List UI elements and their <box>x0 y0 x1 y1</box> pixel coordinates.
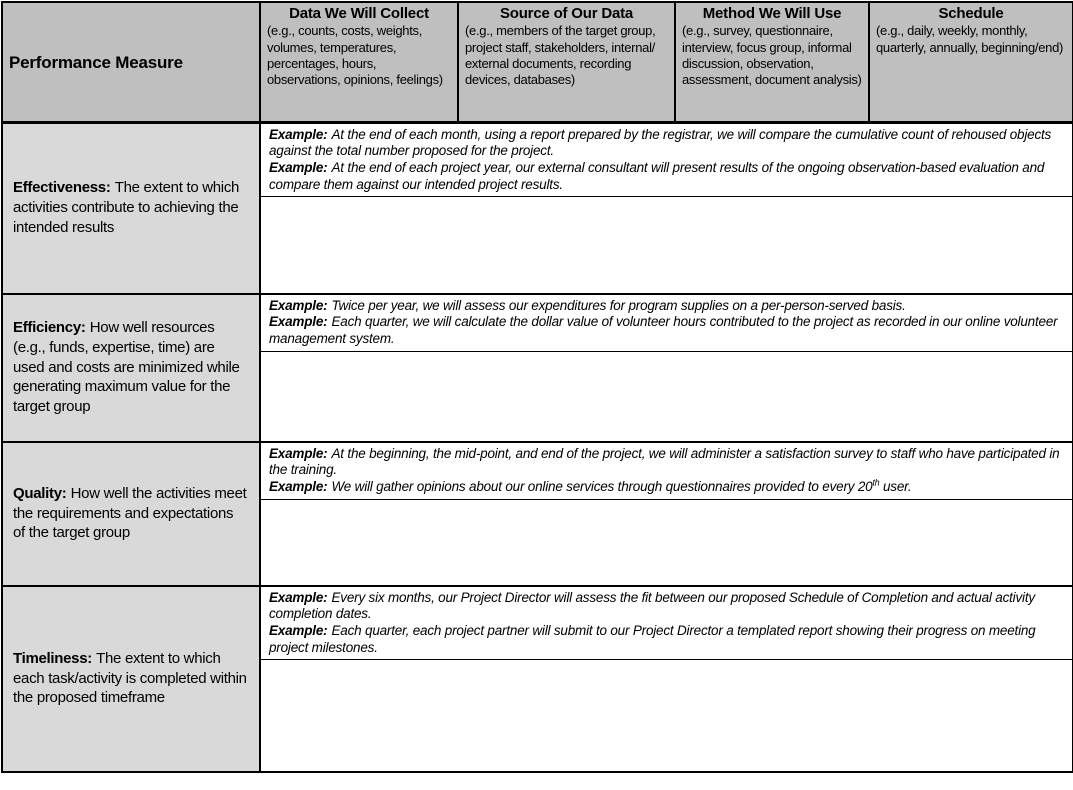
ordinal-superscript: th <box>872 477 880 488</box>
example-line <box>269 314 1064 348</box>
column-title: Source of Our Data <box>499 5 634 22</box>
example-text: Twice per year, we will assess our expenditures for program supplies on a per-person-served basis. <box>331 297 906 313</box>
example-label: Example: <box>269 589 328 605</box>
example-label: Example: <box>269 623 328 639</box>
example-label: Example: <box>269 445 328 461</box>
measure-definition: How well the activities meet the requirements and expectations of the target group <box>13 484 247 542</box>
example-text: At the beginning, the mid-point, and end of the project, we will administer a satisfaction survey to staff who have participated in the training. <box>269 445 1060 478</box>
column-hint: (e.g., daily, weekly, monthly, quarterly, annually, beginning/end) <box>876 23 1064 55</box>
measure-term: Effectiveness: <box>13 179 111 197</box>
example-text: Every six months, our Project Director will assess the fit between our proposed Schedule of Completion and actual activity completion dates. <box>269 589 1035 622</box>
row-label-effectiveness <box>2 122 260 294</box>
row-label-quality <box>2 442 260 586</box>
examples-cell-quality <box>260 442 1073 500</box>
example-line <box>269 479 1064 496</box>
column-title: Method We Will Use <box>702 5 842 22</box>
example-text: Each quarter, each project partner will submit to our Project Director a templated report showing their progress on meeting project milestones. <box>269 623 1036 656</box>
example-line <box>269 446 1064 480</box>
table-row-effectiveness <box>2 122 1073 197</box>
example-label: Example: <box>269 479 328 495</box>
column-header-source-of-our-data <box>458 2 675 122</box>
example-text: At the end of each month, using a report prepared by the registrar, we will compare the cumulative count of rehoused objects against the total number proposed for the project. <box>269 126 1052 159</box>
row-label-efficiency <box>2 294 260 442</box>
example-line <box>269 623 1064 657</box>
example-line <box>269 160 1064 194</box>
example-text: Each quarter, we will calculate the dollar value of volunteer hours contributed to the project as recorded in our online volunteer management system. <box>269 314 1058 347</box>
example-label: Example: <box>269 160 328 176</box>
example-line <box>269 590 1064 624</box>
examples-cell-efficiency <box>260 294 1073 352</box>
measure-definition: How well resources (e.g., funds, expertise, time) are used and costs are minimized while generating maximum value for the target group <box>13 319 240 416</box>
performance-measure-title: Performance Measure <box>9 52 183 72</box>
corner-header-performance-measure <box>2 2 260 122</box>
row-label-timeliness <box>2 586 260 772</box>
table-header-row <box>2 2 1073 122</box>
measure-term: Timeliness: <box>13 649 92 667</box>
table-row-quality <box>2 442 1073 500</box>
example-text: We will gather opinions about our online services through questionnaires provided to every 20 <box>331 479 873 495</box>
entry-cell-efficiency <box>260 352 1073 442</box>
column-hint: (e.g., counts, costs, weights, volumes, temperatures, percentages, hours, observations, opinions, feelings) <box>267 23 443 87</box>
table-row-timeliness <box>2 586 1073 660</box>
example-label: Example: <box>269 297 328 313</box>
column-header-method-we-will-use <box>675 2 869 122</box>
column-hint: (e.g., survey, questionnaire, interview, focus group, informal discussion, observation, assessment, document analysis) <box>682 23 862 87</box>
entry-cell-quality <box>260 500 1073 586</box>
example-text-continued: user. <box>879 479 912 495</box>
example-line <box>269 298 1064 315</box>
measure-definition: The extent to which activities contribute to achieving the intended results <box>13 179 240 236</box>
column-header-data-we-will-collect <box>260 2 458 122</box>
entry-cell-effectiveness <box>260 197 1073 294</box>
column-title: Data We Will Collect <box>289 5 429 22</box>
example-line <box>269 127 1064 161</box>
table-row-efficiency <box>2 294 1073 352</box>
example-text: At the end of each project year, our external consultant will present results of the ongoing observation-based evaluation and compare them against our intended project results. <box>269 160 1045 193</box>
measure-definition: The extent to which each task/activity is completed within the proposed timeframe <box>13 649 247 707</box>
column-title: Schedule <box>938 5 1004 22</box>
entry-cell-timeliness <box>260 660 1073 772</box>
examples-cell-timeliness <box>260 586 1073 660</box>
measure-term: Quality: <box>13 484 67 502</box>
performance-measure-table <box>1 1 1073 773</box>
examples-cell-effectiveness <box>260 122 1073 197</box>
measure-term: Efficiency: <box>13 319 86 336</box>
performance-measure-worksheet <box>0 1 1073 773</box>
example-label: Example: <box>269 314 328 330</box>
column-header-schedule <box>869 2 1073 122</box>
example-label: Example: <box>269 126 328 142</box>
column-hint: (e.g., members of the target group, project staff, stakeholders, internal/ external documents, recording devices, databases) <box>465 23 656 87</box>
